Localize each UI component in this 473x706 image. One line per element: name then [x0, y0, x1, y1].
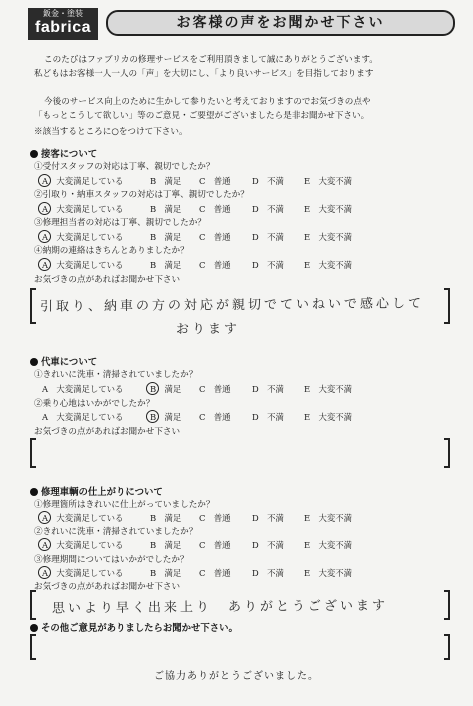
comment-label: お気づきの点があればお聞かせ下さい — [34, 582, 181, 592]
option-e[interactable]: E 大変不満 — [304, 384, 352, 394]
option-a[interactable]: A 大変満足している — [42, 384, 124, 394]
option-d[interactable]: D 不満 — [252, 176, 284, 186]
option-b[interactable]: B 満足 — [150, 176, 182, 186]
options-row — [42, 539, 462, 551]
comment-box[interactable] — [30, 634, 450, 660]
question: ②引取り・納車スタッフの対応は丁寧、親切でしたか？ — [34, 190, 249, 200]
options-row — [42, 175, 462, 187]
handwritten-comment: おります — [175, 321, 241, 338]
option-b[interactable]: B 満足 — [150, 568, 182, 578]
comment-box[interactable] — [30, 438, 450, 468]
option-d[interactable]: D 不満 — [252, 513, 284, 523]
selection-circle — [38, 174, 51, 187]
logo-brand: fabrica — [35, 19, 91, 36]
option-d[interactable]: D 不満 — [252, 232, 284, 242]
handwritten-comment: 引取り、納車の方の対応が親切でていねいで感心して — [39, 296, 425, 315]
option-a[interactable]: A 大変満足している — [42, 540, 124, 550]
question: ①修理箇所はきれいに仕上がっていましたか？ — [34, 500, 215, 510]
option-d[interactable]: D 不満 — [252, 568, 284, 578]
logo-tagline: 鈑金・塗装 — [43, 9, 83, 18]
selection-circle — [146, 410, 159, 423]
intro-line: このたびはファブリカの修理サービスをご利用頂きまして誠にありがとうございます。 — [44, 55, 378, 65]
option-e[interactable]: E 大変不満 — [304, 513, 352, 523]
option-c[interactable]: C 普通 — [199, 232, 231, 242]
selection-circle — [38, 538, 51, 551]
bullet-icon — [30, 358, 38, 366]
closing-message: ご協力ありがとうございました。 — [154, 671, 319, 682]
option-a[interactable]: A 大変満足している — [42, 204, 124, 214]
fabrica-logo — [28, 8, 98, 40]
option-b[interactable]: B 満足 — [150, 513, 182, 523]
section-title-reception: 接客について — [30, 146, 97, 160]
option-e[interactable]: E 大変不満 — [304, 412, 352, 422]
selection-circle — [146, 382, 159, 395]
option-e[interactable]: E 大変不満 — [304, 568, 352, 578]
bullet-icon — [30, 488, 38, 496]
options-row — [42, 259, 462, 271]
section-title-repair: 修理車輌の仕上がりについて — [30, 484, 163, 498]
intro-line: 私どもはお客様一人一人の「声」を大切にし、「より良いサービス」を目指しております — [34, 69, 374, 79]
option-d[interactable]: D 不満 — [252, 540, 284, 550]
question: ①きれいに洗車・清掃されていましたか？ — [34, 370, 198, 380]
question: ④納期の連絡はきちんとありましたか？ — [34, 246, 189, 256]
bullet-icon — [30, 624, 38, 632]
options-row — [42, 231, 462, 243]
options-row — [42, 512, 462, 524]
section-title-loaner: 代車について — [30, 354, 97, 368]
selection-circle — [38, 202, 51, 215]
option-c[interactable]: C 普通 — [199, 412, 231, 422]
selection-circle — [38, 511, 51, 524]
option-b[interactable]: B 満足 — [150, 384, 182, 394]
question: ③修理期間についてはいかがでしたか？ — [34, 555, 189, 565]
bullet-icon — [30, 150, 38, 158]
options-row — [42, 203, 462, 215]
option-a[interactable]: A 大変満足している — [42, 513, 124, 523]
page-title: お客様の声をお聞かせ下さい — [106, 10, 455, 36]
option-e[interactable]: E 大変不満 — [304, 176, 352, 186]
option-e[interactable]: E 大変不満 — [304, 204, 352, 214]
selection-circle — [38, 258, 51, 271]
option-a[interactable]: A 大変満足している — [42, 176, 124, 186]
intro-line: 「もっとこうして欲しい」等のご意見・ご要望がございましたら是非お聞かせ下さい。 — [34, 111, 370, 121]
question: ②きれいに洗車・清掃されていましたか？ — [34, 527, 198, 537]
selection-circle — [38, 566, 51, 579]
option-d[interactable]: D 不満 — [252, 412, 284, 422]
question: ②乗り心地はいかがでしたか？ — [34, 399, 155, 409]
option-d[interactable]: D 不満 — [252, 260, 284, 270]
comment-label: お気づきの点があればお聞かせ下さい — [34, 275, 181, 285]
intro-line: 今後のサービス向上のために生かして参りたいと考えておりますのでお気づきの点や — [44, 97, 371, 107]
options-row — [42, 567, 462, 579]
options-row — [42, 411, 462, 423]
option-e[interactable]: E 大変不満 — [304, 232, 352, 242]
option-e[interactable]: E 大変不満 — [304, 540, 352, 550]
option-b[interactable]: B 満足 — [150, 412, 182, 422]
section-title-other: その他ご意見がありましたらお聞かせ下さい。 — [30, 620, 238, 634]
option-c[interactable]: C 普通 — [199, 568, 231, 578]
option-c[interactable]: C 普通 — [199, 513, 231, 523]
option-a[interactable]: A 大変満足している — [42, 260, 124, 270]
option-b[interactable]: B 満足 — [150, 260, 182, 270]
option-c[interactable]: C 普通 — [199, 176, 231, 186]
option-d[interactable]: D 不満 — [252, 204, 284, 214]
option-c[interactable]: C 普通 — [199, 384, 231, 394]
option-b[interactable]: B 満足 — [150, 232, 182, 242]
option-c[interactable]: C 普通 — [199, 540, 231, 550]
intro-instruction: ※該当するところに○をつけて下さい。 — [34, 127, 188, 137]
question: ③修理担当者の対応は丁寧、親切でしたか？ — [34, 218, 206, 228]
option-c[interactable]: C 普通 — [199, 204, 231, 214]
comment-label: お気づきの点があればお聞かせ下さい — [34, 427, 181, 437]
handwritten-comment: 思いより早く出来上り ありがとうございます — [51, 598, 389, 617]
option-a[interactable]: A 大変満足している — [42, 232, 124, 242]
options-row — [42, 383, 462, 395]
option-a[interactable]: A 大変満足している — [42, 568, 124, 578]
selection-circle — [38, 230, 51, 243]
option-c[interactable]: C 普通 — [199, 260, 231, 270]
option-d[interactable]: D 不満 — [252, 384, 284, 394]
option-a[interactable]: A 大変満足している — [42, 412, 124, 422]
option-e[interactable]: E 大変不満 — [304, 260, 352, 270]
question: ①受付スタッフの対応は丁寧、親切でしたか？ — [34, 162, 215, 172]
option-b[interactable]: B 満足 — [150, 204, 182, 214]
option-b[interactable]: B 満足 — [150, 540, 182, 550]
